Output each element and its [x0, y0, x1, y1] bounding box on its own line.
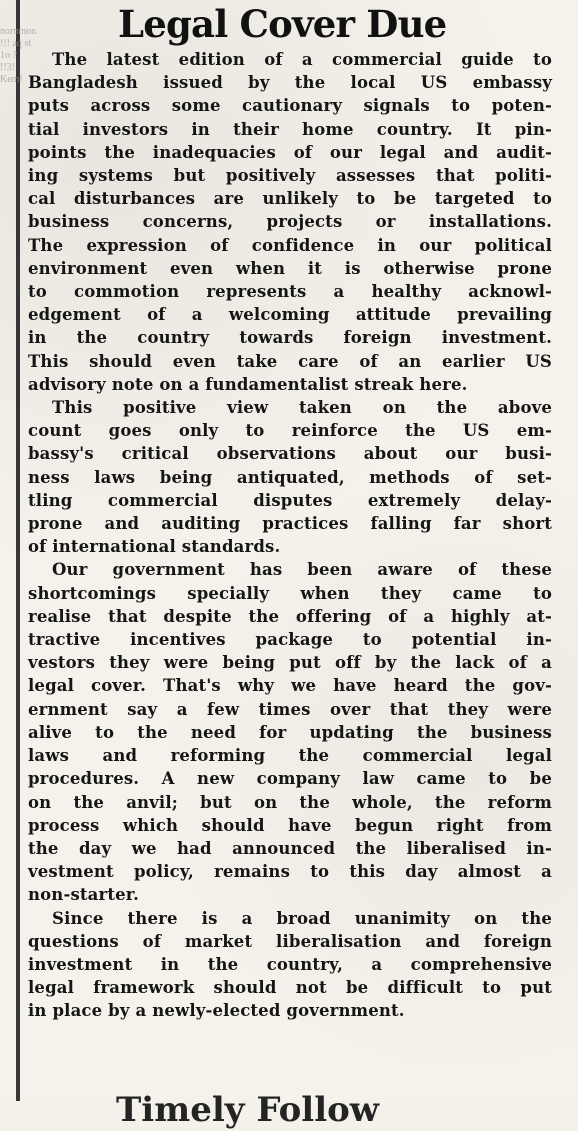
column-divider — [16, 0, 20, 1101]
article-line: prone and auditing practices falling far short — [28, 514, 552, 534]
article-line: The latest edition of a commercial guide to — [52, 50, 552, 69]
headline: Legal Cover Due — [118, 2, 447, 46]
article-line: Bangladesh issued by the local US embassy — [28, 73, 552, 93]
article-line: non-starter. — [28, 885, 139, 905]
article-line: legal framework should not be difficult to put — [28, 978, 552, 998]
article-line: to commotion represents a healthy acknowl- — [28, 282, 552, 302]
article-line: points the inadequacies of our legal and audit- — [28, 142, 552, 162]
article-line: shortcomings specially when they came to — [28, 583, 552, 603]
article-line: on the anvil; but on the whole, the reform — [28, 792, 552, 812]
article-line: Our government has been aware of these — [52, 560, 552, 580]
article-line: of international standards. — [28, 537, 281, 557]
article-line: ernment say a few times over that they were — [28, 699, 552, 719]
article-line: bassy's critical observations about our busi- — [28, 444, 552, 464]
article-line: legal cover. That's why we have heard the gov- — [28, 676, 552, 696]
article-body — [28, 48, 552, 1023]
article-line: The expression of confidence in our political — [28, 235, 552, 255]
article-line: procedures. A new company law came to be — [28, 769, 552, 789]
article-line: business concerns, projects or installations. — [28, 212, 552, 232]
article-line: ing systems but positively assesses that politi- — [28, 166, 552, 186]
article-line: cal disturbances are unlikely to be targeted to — [28, 189, 552, 209]
article-line: This positive view taken on the above — [52, 398, 552, 418]
article-line: tractive incentives package to potential in- — [28, 630, 552, 650]
article-line: process which should have begun right from — [28, 815, 552, 835]
article-line: edgement of a welcoming attitude prevailing — [28, 305, 552, 325]
article-line: environment even when it is otherwise prone — [28, 258, 552, 278]
article-line: laws and reforming the commercial legal — [28, 746, 552, 766]
article-line: vestors they were being put off by the lack of a — [28, 653, 552, 673]
article-line: count goes only to reinforce the US em- — [28, 421, 552, 441]
article-line: vestment policy, remains to this day almost a — [28, 862, 552, 882]
article-line: in the country towards foreign investment. — [28, 328, 552, 348]
article-line: advisory note on a fundamentalist streak here. — [28, 374, 468, 394]
article-line: in place by a newly-elected government. — [28, 1001, 405, 1021]
article-line: alive to the need for updating the business — [28, 722, 552, 742]
article-line: Since there is a broad unanimity on the — [52, 908, 552, 928]
left-margin-bleed-text: nornmon !!! aq st 1o ? !!3! Kem! — [0, 26, 37, 85]
next-headline-fragment: Timely Follow — [116, 1090, 380, 1130]
article-line: tling commercial disputes extremely delay- — [28, 490, 552, 510]
article-line: This should even take care of an earlier US — [28, 351, 552, 371]
article-line: realise that despite the offering of a highly at- — [28, 606, 552, 626]
article-line: ness laws being antiquated, methods of set- — [28, 467, 552, 487]
article-line: puts across some cautionary signals to poten- — [28, 96, 552, 116]
article-line: tial investors in their home country. It pin- — [28, 119, 552, 139]
article-line: questions of market liberalisation and foreign — [28, 931, 552, 951]
article-line: the day we had announced the liberalised in- — [28, 838, 552, 858]
article-line: investment in the country, a comprehensive — [28, 954, 552, 974]
